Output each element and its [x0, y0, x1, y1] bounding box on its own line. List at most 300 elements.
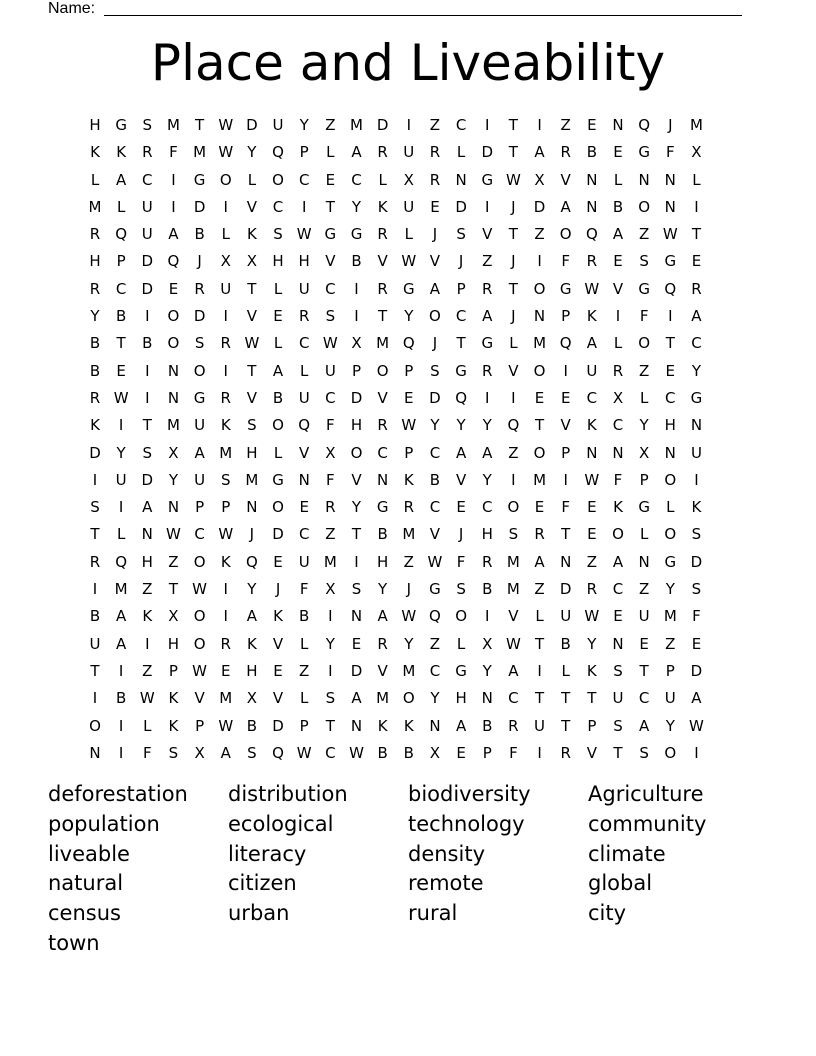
- grid-letter: M: [533, 334, 547, 353]
- grid-letter: P: [561, 443, 571, 462]
- grid-letter: B: [89, 334, 101, 353]
- grid-letter: I: [328, 607, 333, 626]
- grid-letter: O: [350, 443, 363, 462]
- grid-letter: H: [141, 552, 153, 571]
- grid-letter: I: [145, 634, 150, 653]
- grid-letter: G: [664, 552, 677, 571]
- grid-letter: A: [351, 689, 362, 708]
- grid-letter: I: [223, 580, 228, 599]
- grid-letter: P: [116, 252, 126, 271]
- grid-letter: D: [272, 716, 284, 735]
- grid-letter: G: [193, 388, 206, 407]
- grid-letter: W: [166, 525, 181, 544]
- grid-letter: R: [560, 143, 571, 162]
- grid-letter: Z: [534, 225, 545, 244]
- grid-letter: Z: [429, 634, 441, 653]
- grid-letter: C: [612, 580, 624, 599]
- grid-letter: I: [537, 661, 542, 680]
- grid-letter: M: [166, 116, 180, 134]
- grid-letter: V: [560, 416, 571, 435]
- grid-letter: N: [586, 443, 598, 462]
- grid-letter: R: [89, 225, 101, 244]
- grid-letter: S: [325, 307, 336, 326]
- grid-letter: Y: [351, 498, 362, 517]
- grid-letter: I: [485, 197, 490, 216]
- grid-letter: F: [665, 143, 675, 162]
- grid-letter: S: [351, 580, 362, 599]
- grid-letter: I: [485, 116, 490, 134]
- grid-letter: L: [300, 361, 309, 380]
- grid-letter: U: [298, 552, 310, 571]
- grid-letter: D: [533, 197, 546, 216]
- grid-letter: B: [612, 197, 624, 216]
- grid-letter: D: [376, 116, 389, 134]
- grid-letter: I: [223, 607, 228, 626]
- grid-letter: S: [456, 225, 466, 244]
- grid-letter: M: [402, 525, 416, 544]
- word-bank-item: census: [48, 901, 121, 926]
- grid-letter: U: [560, 607, 572, 626]
- grid-letter: X: [168, 443, 179, 462]
- grid-letter: E: [325, 170, 336, 189]
- grid-letter: V: [325, 252, 336, 271]
- grid-letter: R: [586, 252, 598, 271]
- grid-letter: B: [272, 388, 284, 407]
- grid-letter: U: [690, 443, 702, 462]
- grid-letter: E: [404, 388, 414, 407]
- grid-letter: X: [325, 580, 336, 599]
- grid-letter: K: [142, 607, 153, 626]
- grid-letter: L: [456, 143, 466, 162]
- grid-letter: O: [167, 307, 180, 326]
- word-bank-item: liveable: [48, 841, 130, 866]
- grid-letter: R: [89, 388, 101, 407]
- grid-letter: T: [508, 279, 518, 298]
- grid-letter: K: [90, 143, 100, 162]
- grid-letter: G: [324, 225, 337, 244]
- grid-letter: R: [482, 552, 493, 571]
- grid-letter: A: [220, 743, 231, 762]
- grid-letter: E: [613, 252, 623, 271]
- grid-letter: E: [351, 634, 362, 653]
- grid-letter: D: [690, 552, 703, 571]
- grid-letter: I: [354, 552, 359, 571]
- grid-letter: A: [351, 143, 362, 162]
- grid-letter: F: [613, 470, 623, 489]
- grid-letter: T: [325, 716, 335, 735]
- grid-letter: M: [506, 580, 520, 599]
- grid-letter: G: [638, 279, 650, 298]
- grid-letter: G: [638, 143, 650, 162]
- grid-letter: S: [168, 743, 179, 762]
- grid-letter: I: [223, 197, 228, 216]
- grid-letter: D: [481, 143, 494, 162]
- grid-letter: I: [406, 116, 412, 134]
- grid-letter: H: [481, 525, 493, 544]
- grid-letter: Z: [142, 661, 153, 680]
- grid-letter: X: [168, 607, 179, 626]
- grid-letter: H: [455, 689, 467, 708]
- grid-letter: J: [275, 580, 281, 599]
- grid-letter: C: [429, 443, 441, 462]
- word-bank-item: ecological: [228, 811, 334, 836]
- grid-letter: O: [612, 525, 624, 544]
- grid-letter: K: [116, 143, 127, 162]
- grid-letter: K: [377, 716, 388, 735]
- grid-letter: I: [537, 743, 542, 762]
- grid-letter: I: [694, 470, 699, 489]
- grid-letter: D: [89, 443, 101, 462]
- grid-letter: G: [272, 470, 284, 489]
- grid-letter: U: [194, 416, 206, 435]
- grid-letter: N: [89, 743, 101, 762]
- grid-letter: O: [167, 334, 180, 353]
- grid-letter: C: [142, 170, 153, 189]
- grid-letter: B: [142, 334, 153, 353]
- grid-letter: J: [432, 225, 438, 244]
- grid-letter: I: [615, 307, 621, 326]
- grid-letter: D: [690, 661, 703, 680]
- grid-letter: P: [456, 279, 466, 298]
- grid-letter: Z: [560, 116, 571, 134]
- grid-letter: H: [664, 416, 676, 435]
- grid-letter: W: [584, 470, 600, 489]
- grid-letter: F: [509, 743, 518, 762]
- grid-letter: P: [221, 498, 231, 517]
- grid-letter: Y: [378, 580, 388, 599]
- grid-letter: W: [296, 225, 312, 244]
- grid-letter: D: [193, 197, 206, 216]
- grid-letter: P: [665, 661, 675, 680]
- grid-letter: U: [115, 470, 127, 489]
- grid-letter: C: [298, 170, 310, 189]
- grid-letter: Y: [325, 634, 335, 653]
- grid-letter: I: [223, 307, 228, 326]
- grid-letter: C: [455, 116, 467, 134]
- grid-letter: F: [326, 416, 335, 435]
- grid-letter: A: [482, 443, 493, 462]
- grid-letter: T: [639, 661, 649, 680]
- grid-letter: R: [142, 143, 153, 162]
- grid-letter: S: [691, 525, 702, 544]
- grid-letter: G: [455, 361, 467, 380]
- grid-letter: Y: [691, 361, 702, 380]
- grid-letter: T: [247, 361, 257, 380]
- grid-letter: O: [89, 716, 101, 735]
- grid-letter: N: [638, 170, 650, 189]
- grid-letter: R: [220, 388, 231, 407]
- grid-letter: E: [587, 498, 597, 517]
- grid-letter: Q: [245, 552, 258, 571]
- grid-letter: I: [511, 470, 516, 489]
- grid-letter: P: [639, 470, 649, 489]
- grid-letter: R: [377, 416, 388, 435]
- grid-letter: I: [92, 580, 98, 599]
- grid-letter: B: [194, 225, 205, 244]
- grid-letter: M: [219, 443, 233, 462]
- grid-letter: R: [534, 525, 545, 544]
- grid-letter: Y: [482, 416, 492, 435]
- grid-letter: E: [299, 498, 309, 517]
- grid-letter: X: [194, 743, 205, 762]
- grid-letter: T: [90, 525, 100, 544]
- grid-letter: W: [584, 279, 600, 298]
- grid-letter: X: [612, 388, 624, 407]
- grid-letter: Z: [639, 225, 650, 244]
- grid-letter: N: [612, 634, 624, 653]
- grid-letter: D: [246, 116, 258, 134]
- grid-letter: A: [455, 443, 467, 462]
- grid-letter: S: [247, 416, 257, 435]
- grid-letter: R: [377, 143, 388, 162]
- grid-letter: M: [219, 689, 233, 708]
- grid-letter: S: [508, 525, 519, 544]
- grid-letter: V: [299, 443, 310, 462]
- grid-letter: T: [691, 225, 702, 244]
- grid-letter: A: [194, 443, 205, 462]
- grid-letter: F: [142, 743, 152, 762]
- grid-letter: A: [116, 634, 127, 653]
- grid-letter: B: [299, 607, 310, 626]
- grid-letter: R: [298, 307, 310, 326]
- grid-letter: R: [482, 279, 493, 298]
- grid-letter: D: [141, 252, 154, 271]
- grid-letter: V: [586, 743, 597, 762]
- grid-letter: W: [113, 388, 129, 407]
- word-bank-item: Agriculture: [588, 782, 704, 806]
- grid-letter: L: [116, 525, 126, 544]
- word-bank-item: rural: [408, 901, 458, 926]
- grid-letter: R: [377, 634, 388, 653]
- grid-letter: A: [142, 498, 153, 517]
- grid-letter: T: [587, 689, 597, 708]
- grid-letter: O: [219, 170, 232, 189]
- grid-letter: S: [639, 252, 649, 271]
- grid-letter: E: [534, 388, 545, 407]
- grid-letter: W: [505, 170, 521, 189]
- grid-letter: G: [350, 225, 363, 244]
- grid-letter: Y: [587, 634, 597, 653]
- grid-letter: Y: [482, 661, 492, 680]
- grid-letter: C: [194, 525, 205, 544]
- grid-letter: D: [350, 388, 363, 407]
- grid-letter: R: [429, 143, 441, 162]
- word-column: [588, 780, 768, 929]
- grid-letter: R: [194, 279, 205, 298]
- grid-letter: G: [690, 388, 703, 407]
- grid-letter: N: [455, 170, 467, 189]
- grid-letter: I: [328, 661, 333, 680]
- word-bank-item: global: [588, 871, 653, 896]
- grid-letter: R: [220, 334, 231, 353]
- grid-letter: T: [116, 334, 126, 353]
- grid-letter: E: [273, 661, 283, 680]
- word-bank-item: city: [588, 901, 627, 926]
- grid-letter: C: [272, 197, 284, 216]
- grid-letter: W: [139, 689, 155, 708]
- grid-letter: W: [244, 334, 260, 353]
- grid-letter: H: [298, 252, 310, 271]
- grid-letter: I: [118, 716, 124, 735]
- grid-letter: J: [432, 334, 438, 353]
- grid-letter: A: [168, 225, 179, 244]
- grid-letter: D: [350, 661, 363, 680]
- grid-letter: V: [455, 470, 467, 489]
- grid-letter: X: [246, 689, 258, 708]
- grid-letter: I: [92, 689, 98, 708]
- grid-letter: U: [194, 470, 206, 489]
- grid-letter: E: [273, 307, 283, 326]
- grid-letter: L: [116, 197, 126, 216]
- grid-letter: K: [586, 307, 597, 326]
- grid-letter: C: [325, 279, 336, 298]
- grid-letter: M: [193, 143, 207, 162]
- grid-letter: B: [586, 143, 597, 162]
- grid-letter: R: [89, 279, 101, 298]
- grid-letter: Z: [403, 552, 414, 571]
- grid-letter: Q: [402, 334, 415, 353]
- grid-letter: X: [351, 334, 362, 353]
- grid-letter: H: [350, 416, 363, 435]
- grid-letter: N: [298, 470, 310, 489]
- grid-letter: L: [509, 334, 518, 353]
- grid-letter: L: [404, 225, 413, 244]
- grid-letter: V: [246, 388, 258, 407]
- grid-letter: C: [665, 388, 676, 407]
- grid-letter: Z: [586, 552, 597, 571]
- grid-letter: I: [511, 388, 516, 407]
- grid-letter: N: [350, 607, 363, 626]
- grid-letter: T: [613, 743, 623, 762]
- grid-letter: B: [89, 361, 101, 380]
- grid-letter: W: [218, 525, 234, 544]
- grid-letter: I: [537, 116, 542, 134]
- grid-letter: H: [167, 634, 180, 653]
- grid-letter: S: [613, 661, 623, 680]
- grid-letter: O: [638, 197, 651, 216]
- word-column: [408, 780, 588, 929]
- grid-letter: O: [193, 634, 206, 653]
- grid-letter: L: [273, 334, 283, 353]
- grid-letter: Z: [508, 443, 519, 462]
- grid-letter: E: [456, 743, 466, 762]
- grid-letter: Q: [272, 743, 284, 762]
- grid-letter: A: [116, 170, 127, 189]
- grid-letter: P: [168, 661, 178, 680]
- grid-letter: W: [218, 716, 234, 735]
- grid-letter: B: [246, 716, 258, 735]
- grid-letter: W: [662, 225, 678, 244]
- grid-letter: N: [481, 689, 493, 708]
- grid-letter: T: [534, 416, 545, 435]
- grid-letter: P: [299, 716, 309, 735]
- grid-letter: S: [691, 580, 702, 599]
- grid-letter: N: [167, 361, 180, 380]
- grid-letter: E: [116, 361, 126, 380]
- grid-letter: T: [534, 689, 545, 708]
- grid-letter: T: [508, 225, 518, 244]
- grid-letter: U: [272, 116, 284, 134]
- grid-letter: V: [377, 388, 388, 407]
- grid-letter: C: [325, 388, 336, 407]
- grid-letter: T: [325, 197, 335, 216]
- grid-letter: P: [587, 716, 597, 735]
- grid-letter: M: [114, 580, 128, 599]
- grid-letter: N: [377, 470, 389, 489]
- grid-letter: N: [612, 443, 624, 462]
- grid-letter: O: [638, 334, 651, 353]
- grid-letter: T: [561, 716, 571, 735]
- grid-letter: U: [403, 143, 415, 162]
- grid-letter: I: [537, 252, 542, 271]
- grid-letter: O: [272, 498, 284, 517]
- grid-letter: L: [378, 170, 387, 189]
- grid-letter: F: [299, 580, 309, 599]
- grid-letter: B: [429, 470, 441, 489]
- word-bank-item: climate: [588, 841, 666, 866]
- grid-letter: G: [376, 498, 389, 517]
- grid-letter: Z: [665, 634, 676, 653]
- grid-letter: U: [298, 279, 310, 298]
- grid-letter: O: [193, 361, 206, 380]
- grid-letter: R: [377, 225, 388, 244]
- grid-letter: W: [401, 252, 417, 271]
- grid-letter: V: [194, 689, 205, 708]
- grid-letter: Y: [639, 416, 649, 435]
- grid-letter: L: [273, 443, 283, 462]
- grid-letter: W: [584, 607, 600, 626]
- grid-letter: K: [220, 552, 231, 571]
- grid-letter: V: [612, 279, 624, 298]
- grid-letter: F: [169, 143, 178, 162]
- grid-letter: B: [115, 307, 127, 326]
- word-bank-item: biodiversity: [408, 782, 531, 806]
- grid-letter: U: [612, 689, 624, 708]
- grid-letter: N: [690, 416, 703, 435]
- grid-letter: Z: [142, 580, 153, 599]
- word-bank-item: community: [588, 811, 707, 836]
- grid-letter: J: [511, 252, 516, 271]
- grid-letter: D: [193, 307, 206, 326]
- grid-letter: V: [508, 607, 519, 626]
- grid-letter: S: [194, 334, 205, 353]
- grid-letter: T: [534, 634, 545, 653]
- grid-letter: K: [220, 416, 231, 435]
- grid-letter: C: [691, 334, 702, 353]
- grid-letter: C: [612, 416, 624, 435]
- grid-letter: J: [511, 197, 516, 216]
- grid-letter: G: [481, 334, 494, 353]
- page-title: Place and Liveability: [150, 34, 666, 92]
- grid-letter: M: [245, 470, 259, 489]
- grid-letter: A: [116, 607, 127, 626]
- grid-letter: K: [586, 416, 597, 435]
- grid-letter: V: [377, 661, 388, 680]
- grid-letter: E: [691, 634, 702, 653]
- grid-letter: V: [429, 252, 441, 271]
- grid-letter: E: [456, 498, 466, 517]
- grid-letter: L: [613, 334, 623, 353]
- grid-letter: K: [168, 689, 179, 708]
- grid-letter: O: [193, 607, 206, 626]
- grid-letter: P: [195, 498, 205, 517]
- grid-letter: G: [664, 252, 677, 271]
- grid-letter: Q: [455, 388, 467, 407]
- grid-letter: I: [694, 743, 699, 762]
- grid-letter: T: [247, 279, 257, 298]
- grid-letter: A: [482, 307, 493, 326]
- grid-letter: I: [118, 743, 124, 762]
